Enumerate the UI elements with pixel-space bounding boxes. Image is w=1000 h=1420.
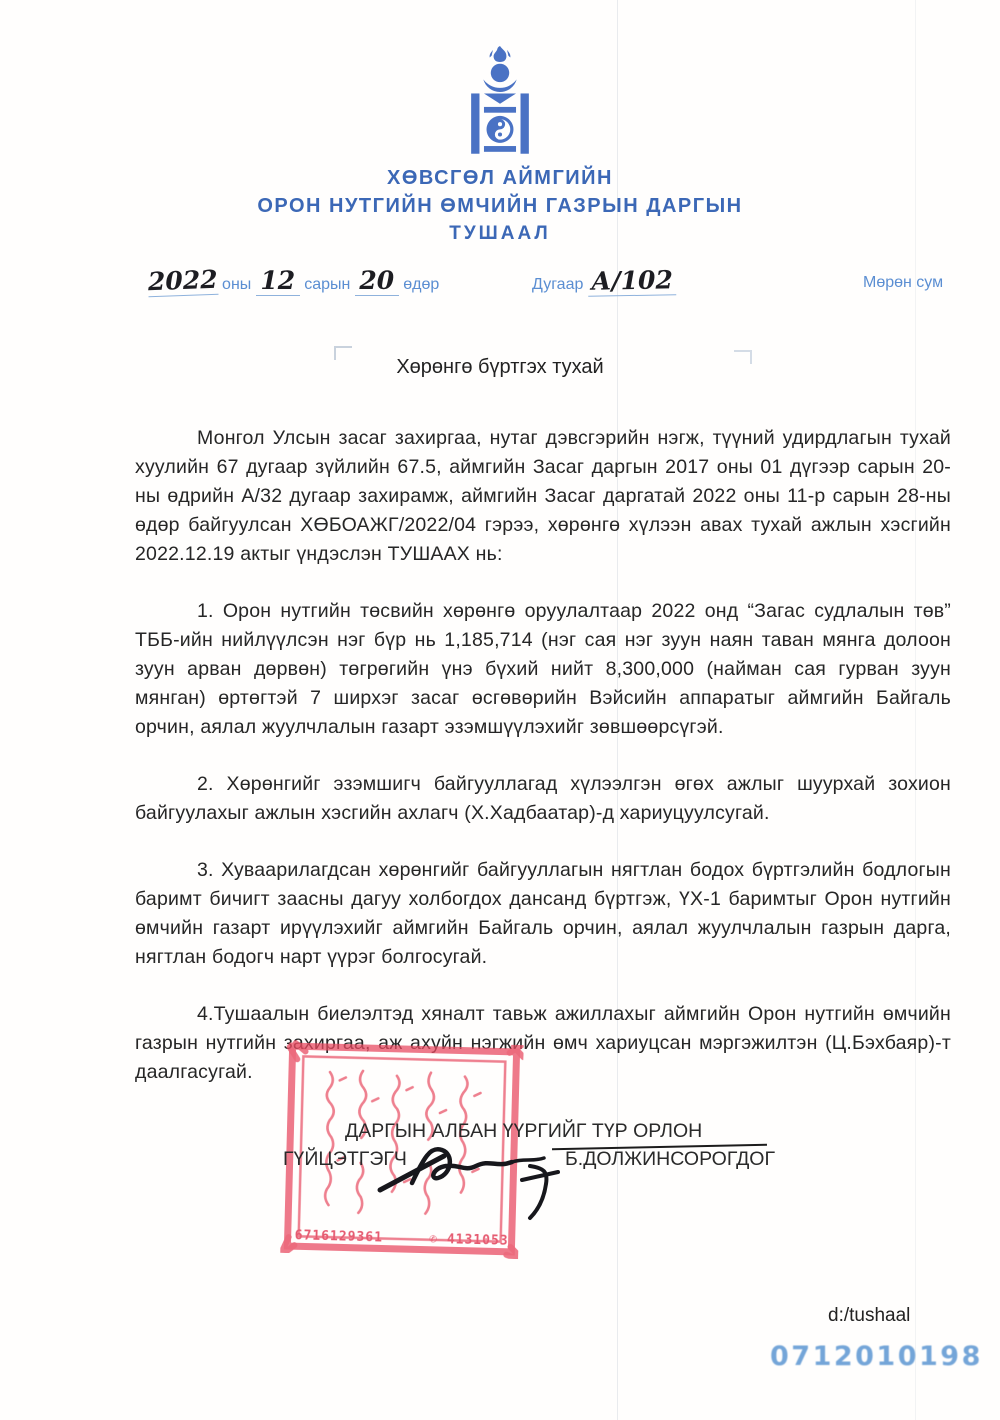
header-aimag: ХӨВСГӨЛ АЙМГИЙН bbox=[386, 167, 613, 189]
signer-name: Б.ДОЛЖИНСОРОГДОГ bbox=[565, 1148, 776, 1170]
header-office: ОРОН НУТГИЙН ӨМЧИЙН ГАЗРЫН ДАРГЫН bbox=[257, 195, 743, 217]
date-number-line bbox=[0, 262, 1000, 306]
year-handwritten: 2022 bbox=[147, 264, 219, 297]
stamp-registration-number: 6716129361 bbox=[294, 1228, 384, 1246]
order-item-1: 1. Орон нутгийн төсвийн хөрөнгө оруулалтаар 2022 онд “Загас судлалын төв” ТББ-ийн нийлүүлсэн нэг бүр нь 1,185,714 (нэг сая нэг зуун наян таван мянга долоон зуун арван дөрвөн) төгрөгийн үнэ бүхий нийт 8,300,000 (найман сая гурван зуун мянган) өртөгтэй 7 ширхэг засаг өсгөвөрийн Вэйсийн аппаратыг аймгийн Байгаль орчин, аялал жуулчлалын газарт эзэмшүүлэхийг зөвшөөрсүгэй. bbox=[135, 600, 951, 738]
doc-number-label: Дугаар bbox=[532, 276, 584, 293]
signature-title-line: ДАРГЫН АЛБАН ҮҮРГИЙГ ТҮР ОРЛОН bbox=[345, 1120, 703, 1142]
soyombo-emblem bbox=[0, 46, 1000, 169]
order-item-3: 3. Хуваарилагдсан хөрөнгийг байгууллагын нягтлан бодох бүртгэлийн бодлогын баримт бичигт заасны дагуу холбогдох дансанд бүртгэж, ҮХ-1 баримтыг Орон нутгийн өмчийн газарт ирүүлэхийг аймгийн Байгаль орчин, аялал жуулчлалын газрын дарга, нягтлан бодогч нарт үүрэг болгосугай. bbox=[135, 859, 951, 968]
day-handwritten: 20 bbox=[359, 266, 395, 295]
document-body bbox=[135, 424, 951, 1115]
month-handwritten: 12 bbox=[260, 266, 296, 295]
file-path-note: d:/tushaal bbox=[828, 1305, 911, 1326]
blue-numbering-stamp: 0712010198 bbox=[770, 1341, 983, 1372]
header-doc-type: ТУШААЛ bbox=[449, 223, 551, 244]
day-label: өдөр bbox=[403, 276, 440, 293]
doc-number-handwritten: А/102 bbox=[590, 265, 673, 296]
handwritten-signature bbox=[372, 1128, 582, 1233]
year-label: оны bbox=[222, 276, 252, 293]
stamp-phone-number: 4131053 bbox=[446, 1232, 509, 1249]
location-label: Мөрөн сум bbox=[863, 274, 944, 291]
preamble-paragraph: Монгол Улсын засаг захиргаа, нутаг дэвсгэрийн нэгж, түүний удирдлагын тухай хуулийн 67 дугаар зүйлийн 67.5, аймгийн Засаг даргын 2017 оны 01 дүгээр сарын 20-ны өдрийн А/32 дугаар захирамж, аймгийн Засаг даргатай 2022 оны 11-р сарын 28-ны өдөр байгуулсан ХӨБОАЖГ/2022/04 гэрээ, хөрөнгө хүлээн авах тухай ажлын хэсгийн 2022.12.19 актыг үндэслэн ТУШААХ нь: bbox=[135, 427, 951, 565]
document-title: Хөрөнгө бүртгэх тухай bbox=[396, 356, 604, 378]
order-item-2: 2. Хөрөнгийг эзэмшигч байгууллагад хүлээлгэн өгөх ажлыг шуурхай зохион байгуулахыг ажлын хэсгийн ахлагч (Х.Хадбаатар)-д хариуцуулсугай. bbox=[135, 773, 951, 824]
month-label: сарын bbox=[304, 276, 351, 293]
signature-role: ГҮЙЦЭТГЭГЧ bbox=[283, 1148, 407, 1170]
order-item-4: 4.Тушаалын биелэлтэд хяналт тавьж ажиллахыг аймгийн Орон нутгийн өмчийн газрын нутгийн захиргаа, аж ахуйн нэгжийн өмч хариуцсан мэргэжилтэн (Ц.Бэхбаяр)-т даалгасугай. bbox=[135, 1003, 951, 1083]
phone-icon: ✆ bbox=[428, 1231, 439, 1247]
